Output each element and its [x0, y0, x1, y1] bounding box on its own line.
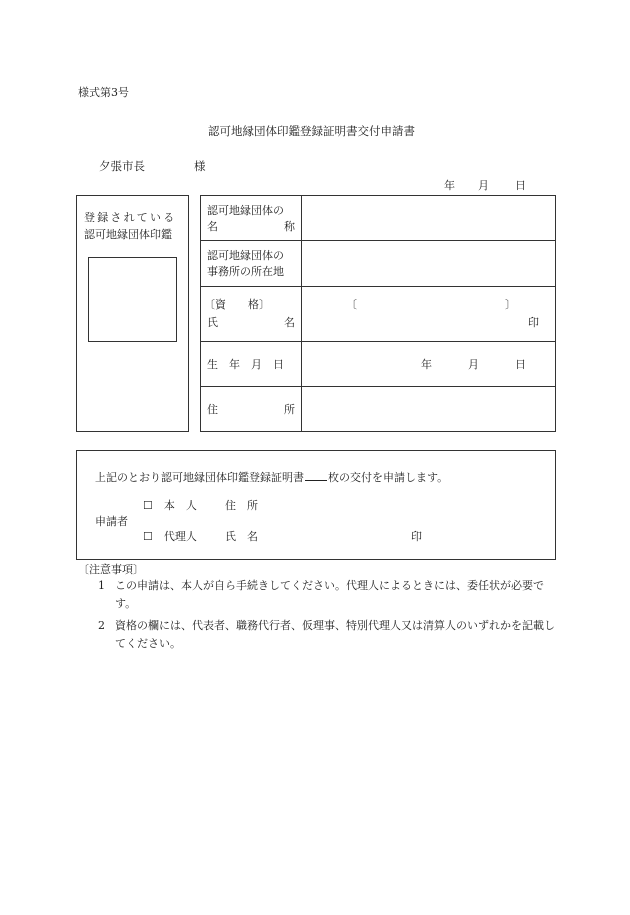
- applicant-address-label: 住 所: [225, 499, 258, 512]
- representative-name-field[interactable]: [306, 313, 521, 335]
- birth-month-field[interactable]: [434, 350, 466, 378]
- row-office-label-line2: 事務所の所在地: [207, 265, 284, 278]
- row-representative-label-b: 名: [284, 316, 295, 329]
- seal-impression-square[interactable]: [88, 257, 177, 342]
- note-text: 資格の欄には、代表者、職務代行者、仮理事、特別代理人又は清算人のいずれかを記載してください。: [115, 619, 555, 650]
- request-text-after: 枚の交付を申請します。: [328, 471, 449, 484]
- birth-day-label: 日: [515, 358, 526, 371]
- row-qualification-label: 〔資 格〕: [204, 298, 270, 311]
- qualification-bracket-close: 〕: [505, 298, 516, 311]
- qualification-bracket-open: 〔: [346, 298, 357, 311]
- note-item: [98, 617, 560, 653]
- qualification-field[interactable]: [358, 294, 503, 312]
- date-year-label: 年: [444, 179, 455, 192]
- note-text: この申請は、本人が自ら手続きしてください。代理人によるときには、委任状が必要です。: [115, 579, 544, 610]
- table-row-divider: [200, 286, 556, 287]
- representative-seal-mark: 印: [528, 316, 539, 329]
- addressee-mayor: 夕張市長: [99, 159, 145, 173]
- applicant-name-label: 氏 名: [225, 530, 258, 543]
- applicant-agent-checkbox[interactable]: ☐ 代理人: [143, 530, 197, 543]
- birth-month-label: 月: [468, 358, 479, 371]
- date-month-label: 月: [478, 179, 489, 192]
- copies-count-field[interactable]: [305, 470, 327, 481]
- row-address-label-b: 所: [284, 403, 295, 416]
- row-address-label-a: 住: [207, 403, 218, 416]
- applicant-seal-mark: 印: [411, 530, 422, 543]
- row-name-label-line2b: 称: [284, 220, 295, 233]
- applicant-address-field[interactable]: [270, 495, 530, 515]
- birth-year-label: 年: [421, 358, 432, 371]
- date-day-label: 日: [515, 179, 526, 192]
- request-text-before: 上記のとおり認可地縁団体印鑑登録証明書: [95, 471, 304, 484]
- form-number: 様式第3号: [78, 86, 129, 99]
- note-number: 2: [98, 619, 105, 632]
- row-office-label-line1: 認可地縁団体の: [207, 249, 284, 262]
- birth-day-field[interactable]: [481, 350, 513, 378]
- row-birthdate-label: 生 年 月 日: [207, 358, 284, 371]
- row-representative-label-a: 氏: [207, 316, 218, 329]
- form-title: 認可地縁団体印鑑登録証明書交付申請書: [208, 124, 415, 138]
- row-name-label-line2a: 名: [207, 220, 218, 233]
- seal-box-label-line2: 認可地縁団体印鑑: [84, 228, 172, 241]
- office-address-field[interactable]: [302, 241, 555, 286]
- birth-year-field[interactable]: [340, 350, 418, 378]
- row-name-label-line1: 認可地縁団体の: [207, 204, 284, 217]
- table-row-divider: [200, 341, 556, 342]
- note-number: 1: [98, 579, 105, 592]
- request-statement: [95, 470, 448, 483]
- applicant-name-field[interactable]: [270, 526, 405, 546]
- seal-box-label-line1: 登録されている: [84, 211, 177, 224]
- notes-heading: 〔注意事項〕: [78, 563, 144, 576]
- group-name-field[interactable]: [302, 196, 555, 240]
- note-item: [98, 577, 560, 613]
- applicant-self-checkbox[interactable]: ☐ 本 人: [143, 499, 197, 512]
- representative-address-field[interactable]: [302, 387, 555, 431]
- applicant-label: 申請者: [95, 515, 128, 528]
- addressee-sama: 様: [194, 159, 206, 173]
